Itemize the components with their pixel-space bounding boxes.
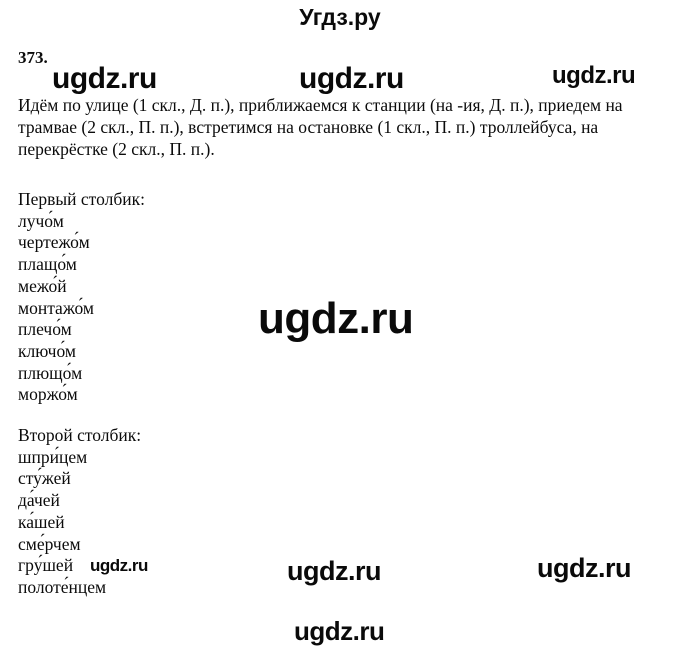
list-item: лучо́м	[18, 210, 64, 231]
list-item: плечо́м	[18, 319, 72, 340]
list-item: межо́й	[18, 275, 67, 296]
list-item: ключо́м	[18, 340, 76, 361]
list-item: шпри́цем	[18, 446, 88, 467]
site-title: Угдз.ру	[299, 4, 381, 30]
list-item: плащо́м	[18, 254, 77, 275]
watermark-ugdz: ugdz.ru	[52, 62, 157, 95]
list-item: да́чей	[18, 490, 60, 511]
list-item: сту́жей	[18, 468, 71, 489]
list-item: сме́рчем	[18, 533, 81, 554]
watermark-ugdz: ugdz.ru	[552, 62, 636, 89]
second-column-heading: Второй столбик:	[18, 425, 142, 445]
first-column-list	[18, 189, 145, 406]
list-item: чертежо́м	[18, 232, 90, 253]
list-item: гру́шей	[18, 555, 74, 576]
first-column-heading: Первый столбик:	[18, 189, 145, 209]
watermark-ugdz: ugdz.ru	[294, 616, 385, 646]
list-item: моржо́м	[18, 384, 78, 405]
watermark-ugdz: ugdz.ru	[258, 294, 414, 343]
list-item: плющо́м	[18, 362, 83, 383]
exercise-number: 373.	[18, 48, 48, 67]
watermark-ugdz: ugdz.ru	[299, 62, 404, 95]
watermark-ugdz: ugdz.ru	[90, 556, 148, 575]
exercise-intro-text: Идём по улице (1 скл., Д. п.), приближаемся к станции (на -ия, Д. п.), приедем на трамвае (2 скл., П. п.), встретимся на остановке (1 скл., П. п.) троллейбуса, на перекрёстке (2 скл., П. п.).	[18, 95, 623, 159]
list-item: монтажо́м	[18, 297, 94, 318]
list-item: полоте́нцем	[18, 576, 107, 597]
watermark-ugdz: ugdz.ru	[537, 553, 631, 583]
watermark-ugdz: ugdz.ru	[287, 556, 381, 586]
list-item: ка́шей	[18, 511, 65, 532]
